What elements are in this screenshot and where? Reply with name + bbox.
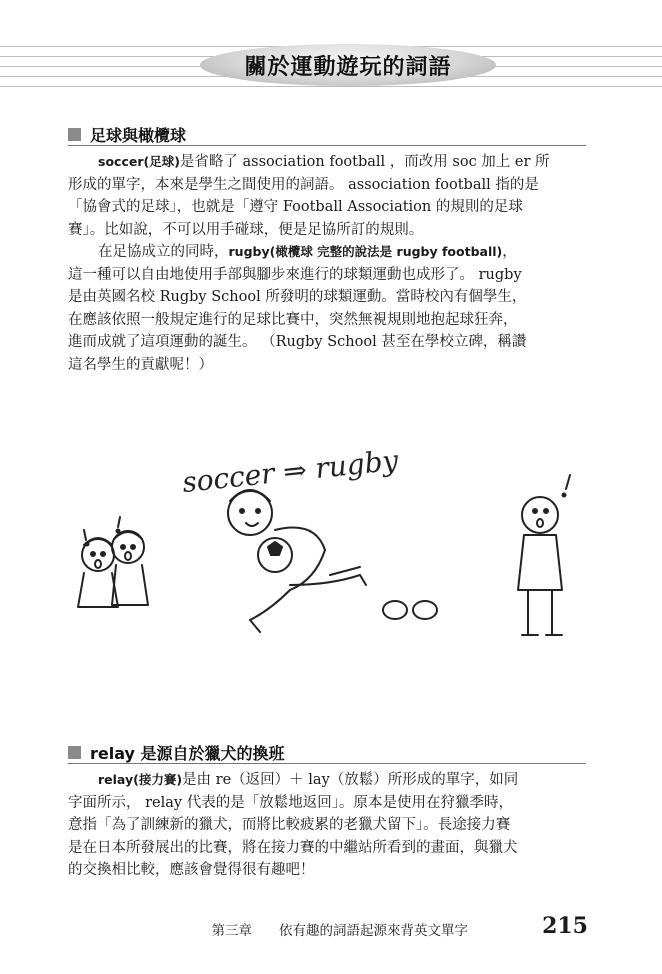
spectators-drawing — [78, 517, 148, 607]
text-line: 形成的單字，本來是學生之間使用的詞語。 association football 指的是 — [68, 176, 539, 193]
paragraph-rugby — [68, 241, 588, 376]
text-line: 進而成就了這項運動的誕生。 （Rugby School 甚至在學校立碑，稱讚 — [68, 334, 527, 350]
text-line: relay(接力賽)是由 re（返回）＋ lay（放鬆）所形成的單字，如同 — [98, 772, 519, 788]
soccer-rugby-illustration — [70, 435, 590, 655]
section-heading-soccer-rugby — [68, 123, 586, 146]
text-line: soccer(足球)是省略了 association football ，而改用 soc 加上 er 所 — [98, 154, 550, 170]
section-heading-relay — [68, 741, 586, 764]
text-line: 在應該依照一般規定進行的足球比賽中，突然無視規則地抱起球狂奔， — [68, 311, 518, 328]
text-line: 在足協成立的同時，rugby(橄欖球 完整的說法是 rugby football)， — [98, 244, 517, 260]
text-line: 這一種可以自由地使用手部與腳步來進行的球類運動也成形了。 rugby — [68, 266, 522, 283]
running-boy-drawing — [228, 490, 437, 632]
term-soccer: soccer(足球) — [98, 154, 180, 169]
standing-boy-drawing — [518, 475, 570, 635]
text-line: 「協會式的足球」，也就是「遵守 Football Association 的規則的足球 — [68, 199, 523, 215]
page-number: 215 — [542, 913, 588, 939]
chapter-banner — [200, 44, 496, 86]
text-line: 是在日本所發展出的比賽，將在接力賽的中繼站所看到的畫面，與獵犬 — [68, 839, 518, 856]
term-rugby: rugby(橄欖球 完整的說法是 rugby football) — [228, 244, 503, 259]
paragraph-relay — [68, 769, 588, 882]
paragraph-soccer — [68, 151, 588, 241]
text-line: 這名學生的貢獻呢！） — [68, 356, 213, 373]
page-footer — [68, 915, 588, 939]
section-title: 足球與橄欖球 — [90, 125, 187, 145]
illustration-caption: soccer ⇒ rugby — [180, 443, 400, 500]
text-line: 的交換相比較，應該會覺得很有趣吧！ — [68, 862, 315, 878]
heading-square-icon — [68, 128, 81, 141]
term-relay: relay(接力賽) — [98, 772, 183, 787]
text-line: 字面所示， relay 代表的是「放鬆地返回」。原本是使用在狩獵季時， — [68, 794, 513, 811]
heading-square-icon — [68, 746, 81, 759]
section-title: relay 是源自於獵犬的換班 — [90, 743, 285, 763]
chapter-title: 第三章 依有趣的詞語起源來背英文單字 — [211, 923, 468, 939]
text-line: 意指「為了訓練新的獵犬，而將比較疲累的老獵犬留下」。長途接力賽 — [68, 817, 511, 833]
text-line: 是由英國名校 Rugby School 所發明的球類運動。當時校內有個學生， — [68, 289, 527, 305]
banner-title: 關於運動遊玩的詞語 — [244, 54, 452, 80]
text-line: 賽」。比如說，不可以用手碰球，便是足協所訂的規則。 — [68, 221, 424, 238]
